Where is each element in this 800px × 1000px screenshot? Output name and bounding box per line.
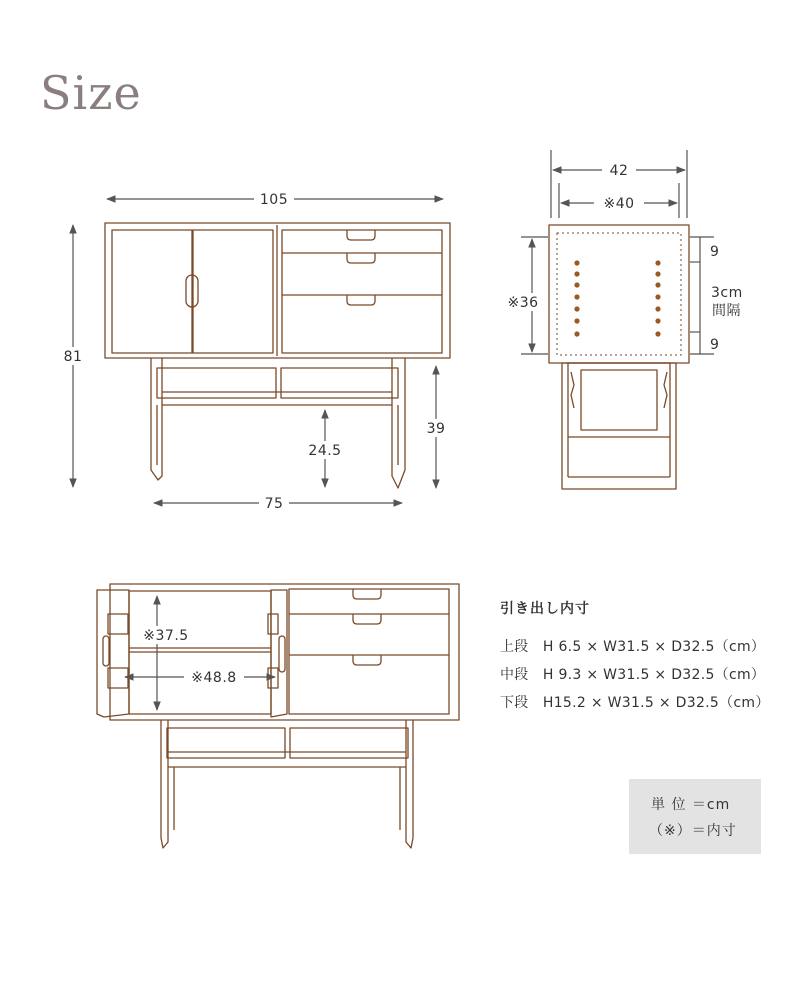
front-drawer-block	[282, 230, 442, 353]
front-under-box-right	[281, 368, 398, 398]
dim-top-gap: 9	[710, 244, 720, 260]
open-left-door	[97, 590, 129, 717]
drawer-spec-name: 中段	[500, 667, 529, 683]
dim-open-inner-width: ※48.8	[191, 670, 237, 686]
open-drawer-block	[289, 589, 449, 714]
front-right-door	[193, 230, 273, 353]
dim-open-inner-height: ※37.5	[143, 628, 189, 644]
drawer-handle-bottom	[347, 295, 375, 305]
side-under-box	[568, 363, 670, 437]
peg-holes-right	[655, 260, 660, 336]
open-right-leg	[406, 720, 413, 848]
dim-bottom-gap: 9	[710, 337, 720, 353]
dim-leg-width: 75	[264, 496, 284, 512]
peg-holes-left	[574, 260, 579, 336]
front-left-door	[112, 230, 192, 353]
open-under-box-right	[290, 728, 408, 758]
front-view	[105, 223, 450, 488]
drawer-spec	[500, 598, 770, 720]
drawer-spec-row	[500, 636, 770, 656]
side-stand	[562, 363, 676, 489]
open-under-box-left	[167, 728, 285, 758]
drawer-spec-name: 上段	[500, 639, 529, 655]
dim-leg-height: 39	[426, 421, 446, 437]
dim-under-shelf-height: 24.5	[308, 443, 342, 459]
drawer-spec-row	[500, 664, 770, 684]
drawer-spec-size: H15.2 × W31.5 × D32.5（cm）	[542, 695, 770, 711]
dim-side-inner-depth: ※40	[603, 196, 635, 212]
dim-peg-spacing-label: 間隔	[712, 303, 741, 319]
drawer-spec-row	[500, 692, 770, 712]
dim-side-inner-height: ※36	[507, 295, 539, 311]
side-inner-outline	[557, 233, 681, 355]
drawer-spec-heading: 引き出し内寸	[500, 601, 590, 617]
open-view	[97, 584, 459, 848]
drawer-spec-name: 下段	[500, 695, 529, 711]
dim-peg-spacing: 3cm	[711, 285, 743, 301]
drawer-handle-middle	[347, 253, 375, 263]
unit-note-unit: 単 位 ＝cm	[651, 797, 731, 813]
dim-side-depth: 42	[609, 163, 629, 179]
side-cabinet-outline	[549, 225, 689, 363]
page-title: Size	[40, 66, 142, 120]
unit-note-inner: （※）＝内寸	[649, 823, 737, 839]
drawer-handle-top	[347, 230, 375, 240]
side-view	[549, 225, 689, 489]
drawer-spec-size: H 6.5 × W31.5 × D32.5（cm）	[542, 639, 766, 655]
front-under-box-left	[157, 368, 276, 398]
drawer-spec-size: H 9.3 × W31.5 × D32.5（cm）	[542, 667, 766, 683]
unit-note	[629, 779, 761, 854]
dim-total-width: 105	[259, 192, 289, 208]
dim-total-height: 81	[63, 349, 83, 365]
